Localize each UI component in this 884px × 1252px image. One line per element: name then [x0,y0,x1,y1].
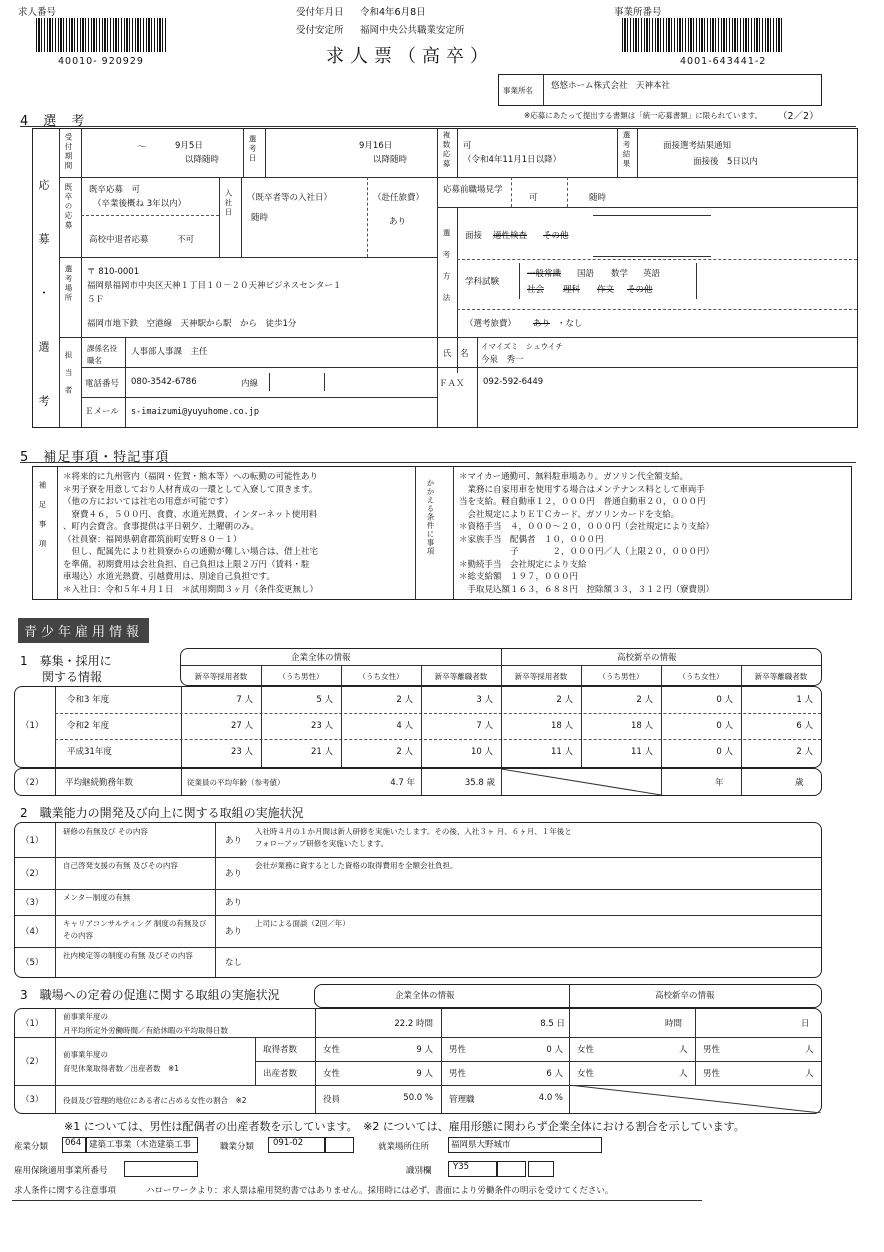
s3-r2-label-1: 前事業年度の [63,1050,108,1059]
result-note: 面接後 5日以内 [693,157,758,167]
s3-r1-label-2: 月平均所定外労働時間／有給休暇の平均取得日数 [63,1026,228,1035]
supplement-line: 当を支給。軽自動車１２，０００円 普通自動車２０，０００円 [459,497,706,507]
supplement-line: を準備。初期費用は会社負担、自己負担は上限２万円（賃料・駐 [63,559,310,570]
exam-travel-label: （選考旅費） [465,319,517,329]
recruit-cell: 7 人 [476,721,493,731]
exam-other: その他 [627,285,653,295]
youth-s2-title: 2 職業能力の開発及び向上に関する取組の実施状況 [20,806,304,820]
workplace-value: 福岡県大野城市 [448,1137,602,1153]
place-zip: 〒 810-0001 [87,267,140,277]
col-leavers-hs: 新卒等離職者数 [754,672,808,681]
recruit-data-table [14,686,822,768]
s3-birth-male-label: 男性 [449,1069,467,1079]
s3-take-male-label: 男性 [449,1045,467,1055]
insurance-label: 雇用保険適用事業所番号 [14,1166,108,1176]
supplement-line: ＊将来的に九州管内（福岡・佐賀・熊本等）への転勤の可能性あり [63,472,319,482]
training-row-value: あり [225,898,243,908]
col-male-hs: （うち男性） [598,672,644,681]
s3-group-hs: 高校新卒の情報 [655,991,715,1001]
section-4-title: 4 選 考 [20,114,86,129]
received-date: 令和4年6月8日 [360,7,426,18]
exam-science: 理科 [563,285,581,295]
period-note: 以降随時 [185,155,220,165]
training-row-divider [15,915,821,916]
supplement-left-text [63,471,411,596]
exam-japanese: 国語 [577,269,595,279]
average-age: 35.8 歳 [464,778,495,788]
job-number: 40010- 920929 [58,56,144,67]
period-tilde: ～ [137,142,147,153]
s3-officer-ratio: 50.0 % [403,1093,433,1103]
recruit-cell: 7 人 [236,695,253,705]
exam-date: 9月16日 [359,141,393,151]
s3-hs-take-female: 人 [679,1045,688,1055]
recruit-cell: 11 人 [630,747,653,757]
training-row-divider [15,857,821,858]
received-label: 受付年月日 [296,7,344,18]
col-female-all: （うち女性） [358,672,404,681]
training-row-label: キャリアコンサルティング 制度の有無及びその内容 [63,919,207,940]
training-row-label: 社内検定等の制度の有無 及びその内容 [63,951,193,960]
multi-apply-value: 可 [463,141,472,151]
footnote: ※1 については、男性は配偶者の出産者数を示しています。 ※2 については、雇用形態に関わらず企業全体における割合を示しています。 [64,1120,745,1133]
join-date-label: 入社日 [224,189,233,218]
tenure-hs-age: 歳 [795,778,804,788]
s3-overtime-hours: 22.2 時間 [394,1019,433,1029]
s3-take-female: 9 人 [416,1045,433,1055]
training-row-label: 自己啓発支援の有無 及びその内容 [63,861,178,870]
tel-label: 電話番号 [85,379,120,389]
notice-value: ハローワークより：求人票は雇用契約書ではありません。採用時には必ず、書面により労働条件の明示を受けてください。 [146,1186,614,1196]
s3-hs-birth-male: 人 [805,1069,814,1079]
recruit-row-year: 令和3 年度 [67,695,110,705]
business-number-label: 事業所番号 [614,7,662,18]
supplement-line: ＊資格手当 ４，０００～２０，０００円（会社規定により支給） [459,522,715,532]
supplement-right-text [459,471,847,596]
previsit-label: 応募前職場見学 [443,185,503,195]
training-row-divider [15,947,821,948]
s3-manager-ratio: 4.0 % [538,1093,563,1103]
id-label: 識別欄 [406,1166,432,1176]
industry-code: 064 [62,1137,86,1153]
recruit-cell: 5 人 [316,695,333,705]
join-date-value: 随時 [251,213,269,223]
recruit-cell: 10 人 [470,747,493,757]
col-male-all: （うち男性） [278,672,324,681]
supplement-line: 会社規定によりＥＴＣカード、ガソリンカードを支給。 [459,509,680,520]
training-row-number: （3） [21,898,44,908]
recruit-cell: 23 人 [230,747,253,757]
recruit-cell: 0 人 [716,747,733,757]
recruit-cell: 4 人 [396,721,413,731]
supplement-line: 業務に自家用車を使用する場合はメンテナンス料として車両手 [459,484,705,495]
recruit-row-year: 平成31年度 [67,747,112,757]
business-number-barcode [622,18,782,52]
job-class-code: 091-02 [268,1137,326,1153]
recruit-cell: 2 人 [636,695,653,705]
tenure-label: 平均継続勤務年数 [65,778,134,788]
exam-date-note: 以降随時 [373,155,408,165]
page-indicator: （2／2） [778,111,819,122]
recruit-header [180,648,822,686]
s3-hs-take-male-label: 男性 [703,1045,721,1055]
name-kana: イマイズミ シュウイチ [481,342,563,351]
col-hires-hs: 新卒等採用者数 [514,672,568,681]
supplement-line: ＊入社日：令和５年４月１日 ＊試用期間３ヶ月（条件変更無し） [63,584,319,595]
business-name-label: 事業所名 [503,86,533,95]
s3-group-all: 企業全体の情報 [395,991,455,1001]
training-row-number: （2） [21,869,44,879]
s3-birth-female: 9 人 [416,1069,433,1079]
youth-s3-title: 3 職場への定着の促進に関する取組の実施状況 [20,988,280,1002]
recruit-cell: 27 人 [230,721,253,731]
training-row-detail: 上司による面談（2回／年） [255,919,350,928]
documents-note: ※応募にあたって提出する書類は「統一応募書類」に限られています。 [524,111,763,120]
dropout-label: 高校中退者応募 [89,235,149,245]
s3-take-male: 0 人 [546,1045,563,1055]
group-all-label: 企業全体の情報 [291,653,351,663]
special-label: かかえる条件に事項 [426,479,435,556]
fax-label: ＦＡＸ [439,379,465,389]
supplement-line: ＊家族手当 配偶者 １０，０００円 [459,534,604,545]
supplement-line: （社員寮：福岡県朝倉郡筑前町安野８０－１） [63,534,242,545]
tenure-row [14,768,822,796]
id-extra-1 [496,1161,526,1177]
s3-r1-label-1: 前事業年度の [63,1012,108,1021]
s3-r2-label-2: 育児休業取得者数／出産者数 ※1 [63,1064,180,1073]
recruit-cell: 1 人 [796,695,813,705]
place-access: 福岡市地下鉄 空港線 天神駅から駅 から 徒歩1分 [87,319,297,329]
method-other: その他 [543,231,569,241]
recruit-cell: 21 人 [310,747,333,757]
supplement-line: ＊勤続手当 会社規定により支給 [459,559,587,570]
industry-name: 建築工事業（木造建築工事 [86,1137,198,1153]
id-value: Y35 [448,1161,498,1177]
retention-table [14,1008,822,1114]
dept-label: 課係名役職名 [87,344,117,365]
place-label: 選考場所 [64,265,73,303]
travel-value: あり [389,217,407,227]
supplement-line: ＊総支給額 １９７，０００円 [459,572,579,582]
s3-hs-take-male: 人 [805,1045,814,1055]
multi-apply-note: （令和4年11月1日以降） [463,155,562,165]
tenure-years: 4.7 年 [390,778,415,788]
s3-take-female-label: 女性 [323,1045,341,1055]
travel-head: （赴任旅費） [373,193,425,203]
training-row-value: なし [225,958,243,968]
supplement-table [32,466,852,600]
business-name: 悠悠ホーム株式会社 天神本社 [551,81,671,91]
exam-date-label: 選考日 [248,135,257,164]
recruit-cell: 0 人 [716,695,733,705]
tenure-sub-label: 従業員の平均年齢（参考値） [187,778,285,787]
supplement-line: 車場込）水道光熱費、引越費用は、別途自己負担です。 [63,572,275,582]
supplement-line: 子 ２，０００円／人（上限２０，０００円） [459,547,715,557]
tenure-hs-year: 年 [715,778,724,788]
s3-hs-birth-female-label: 女性 [577,1069,595,1079]
exam-english: 英語 [643,269,661,279]
recruit-cell: 2 人 [396,695,413,705]
tenure-hs-strike [501,769,661,795]
s3-hs-strike [569,1085,821,1113]
recruit-cell: 0 人 [716,721,733,731]
method-interview: 面接 [465,231,483,241]
recruit-cell: 3 人 [476,695,493,705]
exam-math: 数学 [611,269,629,279]
contact-label: 担当者 [64,351,73,404]
youth-s1-title: 1 募集・採用に [20,654,112,668]
supplement-line: ＊男子寮を用意しており人材育成の一環として入寮して頂きます。 [63,484,318,495]
training-row-number: （1） [21,836,44,846]
recruit-cell: 11 人 [550,747,573,757]
graduate-note: （卒業後概ね 3年以内） [93,199,187,209]
supplement-line: 但し、配属先により社員寮からの通勤が難しい場合は、借上社宅 [63,547,319,557]
fax-value: 092-592-6449 [483,377,544,387]
youth-s1-title2: 関する情報 [42,670,103,684]
workplace-label: 就業場所住所 [378,1142,430,1152]
supplement-line: 手取見込額１６３，６８８円 控除額３３，３１２円（寮費別） [459,584,715,595]
result-label: 選考結果 [622,131,631,169]
training-row-value: あり [225,927,243,937]
recruit-cell: 18 人 [630,721,653,731]
notice-label: 求人条件に関する注意事項 [14,1186,117,1196]
s3-manager-label: 管理職 [449,1095,475,1105]
s3-hs-birth-female: 人 [679,1069,688,1079]
application-label: 応 募 ・ 選 考 [37,179,50,422]
dropout-value: 不可 [177,235,195,245]
exam-bracket [519,263,697,299]
col-hires-all: 新卒等採用者数 [194,672,248,681]
email-value: s-imaizumi@yuyuhome.co.jp [131,407,259,417]
s3-hs-birth-male-label: 男性 [703,1069,721,1079]
tenure-row-number: （2） [21,778,44,788]
graduate-value: 既卒応募 可 [89,185,141,195]
s3-birth-female-label: 女性 [323,1069,341,1079]
exam-social: 社会 [527,285,545,295]
business-name-box [498,74,822,106]
page-title: 求人票（高卒） [326,46,494,67]
recruit-row-number: （1） [21,721,44,731]
recruit-cell: 23 人 [310,721,333,731]
s3-r2-number: （2） [21,1057,44,1067]
previsit-note: 随時 [589,193,607,203]
s3-officer-label: 役員 [323,1095,341,1105]
contact-name: 今泉 秀一 [481,355,524,365]
tel-value: 080-3542-6786 [131,377,197,387]
supplement-line: 寮費４６，５００円、食費、水道光熱費、インターネット使用料 [63,509,318,520]
training-row-value: あり [225,869,243,879]
exam-essay: 作文 [597,285,615,295]
retention-header [314,984,822,1008]
name-label: 氏 名 [443,349,469,359]
method-aptitude: 適性検査 [493,231,528,241]
email-label: Ｅメール [85,407,119,417]
recruit-cell: 2 人 [396,747,413,757]
recruit-cell: 6 人 [796,721,813,731]
job-number-barcode [36,18,168,52]
training-row-number: （4） [21,927,44,937]
training-row-detail: 入社時４月の１か月間は新人研修を実施いたします。その後、入社３ヶ 月、６ヶ月、１年後とフォローアップ研修を実施いたします。 [255,827,572,848]
youth-banner: 青少年雇用情報 [18,618,149,643]
previsit-value: 可 [529,193,538,203]
s3-r1-number: （1） [21,1019,44,1029]
exam-general: 一般常識 [527,269,562,279]
multi-apply-label: 複数応募 [442,131,451,169]
insurance-number [124,1161,198,1177]
recruit-cell: 18 人 [550,721,573,731]
job-class-extra [324,1137,354,1153]
method-other-bracket [593,215,711,257]
training-row-detail: 会社が業務に資するとした資格の取得費用を全額会社負担。 [255,861,458,870]
place-address-1: 福岡県福岡市中央区天神１丁目１０－２０天神ビジネスセンター１ [87,281,342,291]
training-row-label: メンター制度の有無 [63,893,131,902]
s3-r3-label: 役員及び管理的地位にある者に占める女性の割合 ※2 [63,1096,247,1105]
col-female-hs: （うち女性） [678,672,724,681]
s3-leave-days: 8.5 日 [540,1019,565,1029]
section-5-title: 5 補足事項・特記事項 [20,450,170,465]
result-value: 面接選考結果通知 [663,141,732,151]
dept-value: 人事部人事課 主任 [131,347,208,357]
s3-birth-male: 6 人 [546,1069,563,1079]
place-address-2: ５Ｆ [87,295,105,305]
exam-label: 学科試験 [465,277,500,287]
period-date: 9月5日 [175,141,203,151]
job-class-label: 職業分類 [220,1142,255,1152]
exam-travel-no: ・なし [557,319,583,329]
supplement-line: 、町内会費含。食事提供は平日朝夕、土曜朝のみ。 [63,522,260,532]
training-row-value: あり [225,836,243,846]
group-hs-label: 高校新卒の情報 [617,653,677,663]
s3-hs-days: 日 [801,1019,810,1029]
s3-hs-hours: 時間 [665,1019,683,1029]
exam-travel-yes: あり [533,319,551,329]
office-label: 受付安定所 [296,25,344,36]
recruit-row-year: 令和2 年度 [67,721,110,731]
selection-table [32,128,858,428]
training-row-divider [15,889,821,890]
supplement-label: 補足事項 [38,481,47,559]
industry-label: 産業分類 [14,1142,49,1152]
join-date-head: （既卒者等の入社日） [247,193,333,203]
s3-take-label: 取得者数 [263,1045,298,1055]
recruit-cell: 2 人 [796,747,813,757]
training-row-label: 研修の有無及び その内容 [63,827,148,836]
col-leavers-all: 新卒等離職者数 [434,672,488,681]
method-label: 選考方法 [442,229,451,315]
supplement-line: ＊マイカー通勤可、無料駐車場あり。ガソリン代全額支給。 [459,472,689,482]
ext-label: 内線 [241,379,259,389]
s3-birth-label: 出産者数 [263,1069,298,1079]
office-name: 福岡中央公共職業安定所 [360,25,465,36]
period-label: 受付期間 [64,133,73,171]
training-table [14,822,822,978]
supplement-line: （他の方においては社宅の用意が可能です） [63,497,234,507]
s3-hs-take-female-label: 女性 [577,1045,595,1055]
recruit-cell: 2 人 [556,695,573,705]
business-number: 4001-643441-2 [680,56,767,67]
training-row-number: （5） [21,958,44,968]
ext-input [269,373,325,391]
graduate-label: 既卒の応募 [64,183,73,231]
job-number-label: 求人番号 [18,7,57,18]
id-extra-2 [528,1161,554,1177]
s3-r3-number: （3） [21,1095,44,1105]
